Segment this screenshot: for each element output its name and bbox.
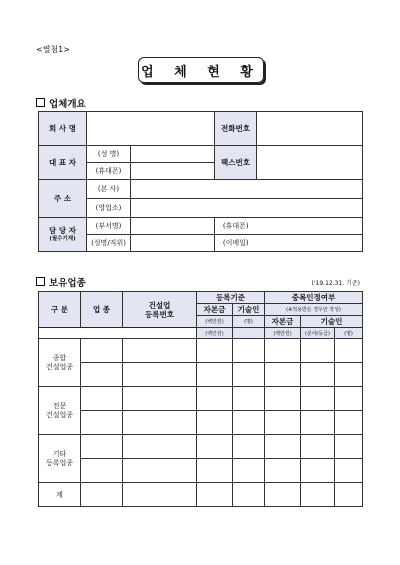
business-table [38,291,363,507]
table-cell[interactable] [123,459,197,483]
table-cell[interactable] [123,363,197,387]
manager-label [39,218,87,252]
table-cell[interactable] [335,459,363,483]
table-cell[interactable] [81,339,123,363]
row-general-label [39,339,81,387]
row-other-line2: 등록업종 [45,458,74,467]
table-cell[interactable] [197,339,233,363]
table-cell[interactable] [197,387,233,411]
business-section-label: 보유업종 [49,278,86,289]
col-category: 구 분 [39,292,81,328]
col-reg-no-line1: 건설업 [148,300,171,310]
table-cell[interactable] [335,363,363,387]
head-office-value[interactable] [131,180,363,199]
table-cell[interactable] [335,411,363,435]
col-dup-engineer [301,316,363,328]
mobile-value[interactable] [257,218,363,235]
unit-dup-person: (명) [335,328,363,339]
col-dup-engineer-label: 기술인 [320,317,343,326]
table-cell[interactable] [301,459,335,483]
table-cell[interactable] [81,411,123,435]
col-dup-capital [265,316,301,328]
checkbox-square-icon [36,98,45,107]
table-cell[interactable] [233,459,265,483]
checkbox-square-icon [36,277,45,286]
table-cell[interactable] [123,387,197,411]
manager-note: (필수기재) [49,235,76,242]
department-value[interactable] [131,218,215,235]
rep-mobile-label: (휴대폰) [87,163,131,180]
table-cell[interactable] [81,459,123,483]
row-other-line1: 기타 [52,449,67,458]
row-general-line1: 종합 [52,353,67,362]
unit-capital-dup: (백만원) [197,328,233,339]
row-other-label [39,435,81,483]
table-cell[interactable] [81,435,123,459]
table-cell[interactable] [81,483,123,507]
rep-name-label: (성 명) [87,146,131,163]
table-cell[interactable] [123,411,197,435]
rep-name-value[interactable] [131,146,215,163]
table-cell[interactable] [81,363,123,387]
table-cell[interactable] [265,435,301,459]
manager-title: 담 당 자 [49,225,76,235]
fax-value[interactable] [257,146,363,180]
overview-section-label: 업체개요 [49,99,86,110]
page-title: 업 체 현 황 [138,57,264,83]
name-position-value[interactable] [131,235,215,252]
col-engineer: 기술인 [233,304,265,316]
company-name-label: 회 사 명 [39,112,87,146]
overview-section-title [36,96,86,110]
col-dup-capital-label: 자본금 [271,317,294,326]
table-cell[interactable] [335,435,363,459]
table-cell[interactable] [301,387,335,411]
col-reg-no-line2: 등록번호 [145,309,174,319]
table-cell[interactable] [233,483,265,507]
head-office-label: (본 사) [87,180,131,199]
table-cell[interactable] [123,339,197,363]
row-special-label [39,387,81,435]
unit-capital: (백만원) [197,316,233,328]
table-cell[interactable] [233,435,265,459]
business-section-title [36,275,86,289]
unit-dup-capital: (백만원) [265,328,301,339]
table-cell[interactable] [123,483,197,507]
table-cell[interactable] [233,339,265,363]
table-cell[interactable] [265,483,301,507]
table-cell[interactable] [301,363,335,387]
table-cell[interactable] [265,411,301,435]
table-cell[interactable] [233,387,265,411]
table-cell[interactable] [335,483,363,507]
unit-dup-sector: (분야/등급) [301,328,335,339]
department-label: (부서명) [87,218,131,235]
overview-table [38,111,363,252]
annex-label: <별첨1> [36,45,70,54]
rep-mobile-value[interactable] [131,163,215,180]
fax-label: 팩스번호 [215,146,257,180]
phone-value[interactable] [257,112,363,146]
phone-label: 전화번호 [215,112,257,146]
row-special-line1: 전문 [52,401,67,410]
date-note: ('19.12.31. 기준) [311,280,360,287]
table-cell[interactable] [301,411,335,435]
col-reg-standard: 등록기준 [197,292,265,304]
col-reg-no [123,292,197,328]
col-type: 업 종 [81,292,123,328]
representative-label: 대 표 자 [39,146,87,180]
table-cell[interactable] [265,363,301,387]
col-duplicate-note: (※적용받은 경우만 작성) [265,304,363,316]
table-cell[interactable] [123,435,197,459]
table-cell[interactable] [265,339,301,363]
row-total-label: 계 [39,483,81,507]
col-duplicate [265,292,363,304]
unit-engineer-blank [233,328,265,339]
unit-engineer: (명) [233,316,265,328]
mobile-label: (휴대폰) [215,218,257,235]
row-special-line2: 건설업종 [45,410,74,419]
table-cell[interactable] [233,411,265,435]
table-cell[interactable] [197,411,233,435]
branch-office-value[interactable] [131,199,363,218]
branch-office-label: (영업소) [87,199,131,218]
col-capital: 자본금 [197,304,233,316]
col-duplicate-line1: 중복인정여부 [291,292,336,302]
table-cell[interactable] [265,387,301,411]
table-cell[interactable] [335,339,363,363]
table-cell[interactable] [233,363,265,387]
address-label: 주 소 [39,180,87,218]
table-cell[interactable] [197,483,233,507]
email-label: (이메일) [215,235,257,252]
company-name-value[interactable] [87,112,215,146]
table-cell[interactable] [301,435,335,459]
name-position-label: (성명/직위) [87,235,131,252]
table-cell[interactable] [197,435,233,459]
row-general-line2: 건설업종 [45,362,74,371]
table-cell[interactable] [197,459,233,483]
table-cell[interactable] [301,483,335,507]
table-cell[interactable] [335,387,363,411]
email-value[interactable] [257,235,363,252]
table-cell[interactable] [81,387,123,411]
table-cell[interactable] [301,339,335,363]
table-cell[interactable] [197,363,233,387]
table-cell[interactable] [265,459,301,483]
